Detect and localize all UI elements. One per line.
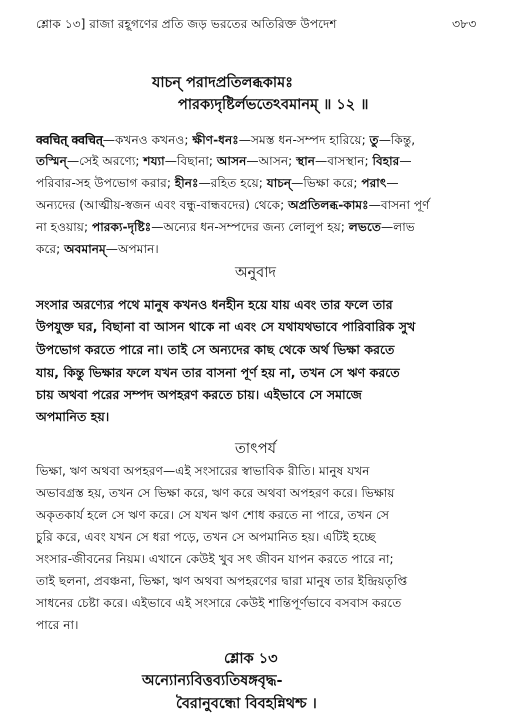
- verse-13-label: শ্লোক ১৩: [224, 651, 278, 667]
- term-meaning: —লাভ: [381, 220, 415, 234]
- translation-line: উপযুক্ত ঘর, বিছানা বা আসন থাকে না এবং সে যথাযথভাবে পারিবারিক সুখ: [36, 319, 416, 334]
- translation-line: চায় অথবা পরের সম্পদ অপহরণ করতে চায়। এইভাবে সে সমাজে: [36, 387, 362, 402]
- term-meaning: —কখনও কখনও;: [102, 133, 193, 147]
- term-meaning: —সমস্ত ধন-সম্পদ হারিয়ে;: [238, 133, 370, 147]
- synonym-line: [36, 219, 415, 239]
- sanskrit-term: বিহার: [372, 154, 400, 168]
- term-meaning: পরিবার-সহ উপভোগ করার;: [36, 176, 175, 190]
- purport-heading: তাৎপর্য: [234, 441, 277, 457]
- purport-line: ভিক্ষা, ঋণ অথবা অপহরণ—এই সংসারের স্বাভাবিক রীতি। মানুষ যখন: [36, 464, 370, 478]
- term-meaning: করে;: [36, 242, 65, 256]
- sanskrit-term: অপ্রতিলব্ধ-কামঃ: [288, 198, 369, 212]
- sanskrit-term: লভতে: [348, 220, 381, 234]
- purport-line: সাধনের চেষ্টা করে। এইভাবে এই সংসারে কেউই শান্তিপূর্ণভাবে বসবাস করতে: [36, 596, 402, 610]
- translation-line: অপমানিত হয়।: [36, 409, 110, 424]
- purport-line: সংসার-জীবনের নিয়ম। এখানে কেউই খুব সৎ জীবন যাপন করতে পারে না;: [36, 552, 394, 566]
- verse-13-line-1: অন্যোন্যবিত্তব্যতিষঙ্গবৃদ্ধ-: [142, 673, 283, 689]
- sanskrit-term: আসন: [216, 154, 247, 168]
- purport-line: পারে না।: [36, 618, 79, 632]
- term-meaning: —অপমান।: [105, 242, 159, 256]
- purport-line: চুরি করে, এবং যখন সে ধরা পড়ে, তখন সে অপমানিত হয়। এটিই হচ্ছে: [36, 530, 376, 544]
- synonym-line: [36, 197, 430, 217]
- sanskrit-term: क्वचित् क्वचित्: [36, 133, 103, 147]
- translation-line: সংসার অরণ্যের পথে মানুষ কখনও ধনহীন হয়ে যায় এবং তার ফলে তার: [36, 297, 393, 312]
- purport-line: অভাবগ্রস্ত হয়, তখন সে ভিক্ষা করে, ঋণ করে অথবা অপহরণ করে। ভিক্ষায়: [36, 486, 395, 500]
- term-meaning: —বাসনা পূর্ণ: [368, 198, 430, 212]
- term-meaning: না হওয়ায়;: [36, 220, 92, 234]
- term-meaning: —আসন;: [246, 154, 297, 168]
- page-number: ৩৮৩: [452, 16, 477, 31]
- sanskrit-term: স্থান: [296, 154, 316, 168]
- running-header: শ্লোক ১৩] রাজা রহূগণের প্রতি জড় ভরতের অতিরিক্ত উপদেশ: [36, 17, 337, 31]
- synonym-line: [36, 175, 399, 195]
- term-meaning: —: [386, 176, 399, 190]
- purport-line: অকৃতকার্য হলে সে ঋণ করে। সে যখন ঋণ শোধ করতে না পারে, তখন সে: [36, 508, 390, 522]
- synonym-line: [36, 241, 159, 261]
- term-meaning: —বাসস্থান;: [315, 154, 373, 168]
- sanskrit-term: পরাৎ: [361, 176, 387, 190]
- term-meaning: —রহিত হয়ে;: [198, 176, 267, 190]
- term-meaning: —কিন্তু,: [378, 133, 416, 147]
- term-meaning: —ভিক্ষা করে;: [291, 176, 362, 190]
- sanskrit-term: তস্মিন্‌: [36, 154, 67, 168]
- sanskrit-term: পারক্য-দৃষ্টিঃ: [91, 220, 152, 234]
- term-meaning: —: [399, 154, 412, 168]
- translation-line: যায়, কিন্তু ভিক্ষার ফলে যখন তার বাসনা পূর্ণ হয় না, তখন সে ঋণ করতে: [36, 365, 400, 380]
- sanskrit-term: শয্যা: [143, 154, 165, 168]
- verse-13-line-2: বৈরানুবন্ধো বিবহন্নিথশ্চ ।: [176, 696, 317, 712]
- term-meaning: —সেই অরণ্যে;: [66, 154, 144, 168]
- sanskrit-term: হীনঃ: [174, 176, 199, 190]
- translation-line: উপভোগ করতে পারে না। তাই সে অন্যদের কাছ থেকে অর্থ ভিক্ষা করতে: [36, 342, 395, 357]
- term-meaning: অন্যদের (আত্মীয়-স্বজন এবং বন্ধু-বান্ধবদের) থেকে;: [36, 198, 289, 212]
- sanskrit-term: অবমানম্‌: [64, 242, 106, 256]
- translation-heading: অনুবাদ: [234, 265, 277, 281]
- purport-line: তাই ছলনা, প্রবঞ্চনা, ভিক্ষা, ঋণ অথবা অপহরণের দ্বারা মানুষ তার ইন্দ্রিয়তৃপ্তি: [36, 574, 408, 588]
- sanskrit-term: যাচন্‌: [266, 176, 292, 190]
- term-meaning: —অন্যের ধন-সম্পদের জন্য লোলুপ হয়;: [151, 220, 349, 234]
- verse-12-line-1: যাচন্‌ পরাদপ্রতিলব্ধকামঃ: [152, 75, 293, 91]
- synonym-line: [36, 153, 412, 173]
- term-meaning: —বিছানা;: [164, 154, 217, 168]
- verse-12-line-2: পারক্যদৃষ্টির্লভতেঽবমানম্‌ ॥ ১২ ॥: [178, 97, 369, 113]
- sanskrit-term: তু: [369, 133, 379, 147]
- synonym-line: [36, 131, 415, 152]
- sanskrit-term: ক্ষীণ-ধনঃ: [192, 133, 239, 147]
